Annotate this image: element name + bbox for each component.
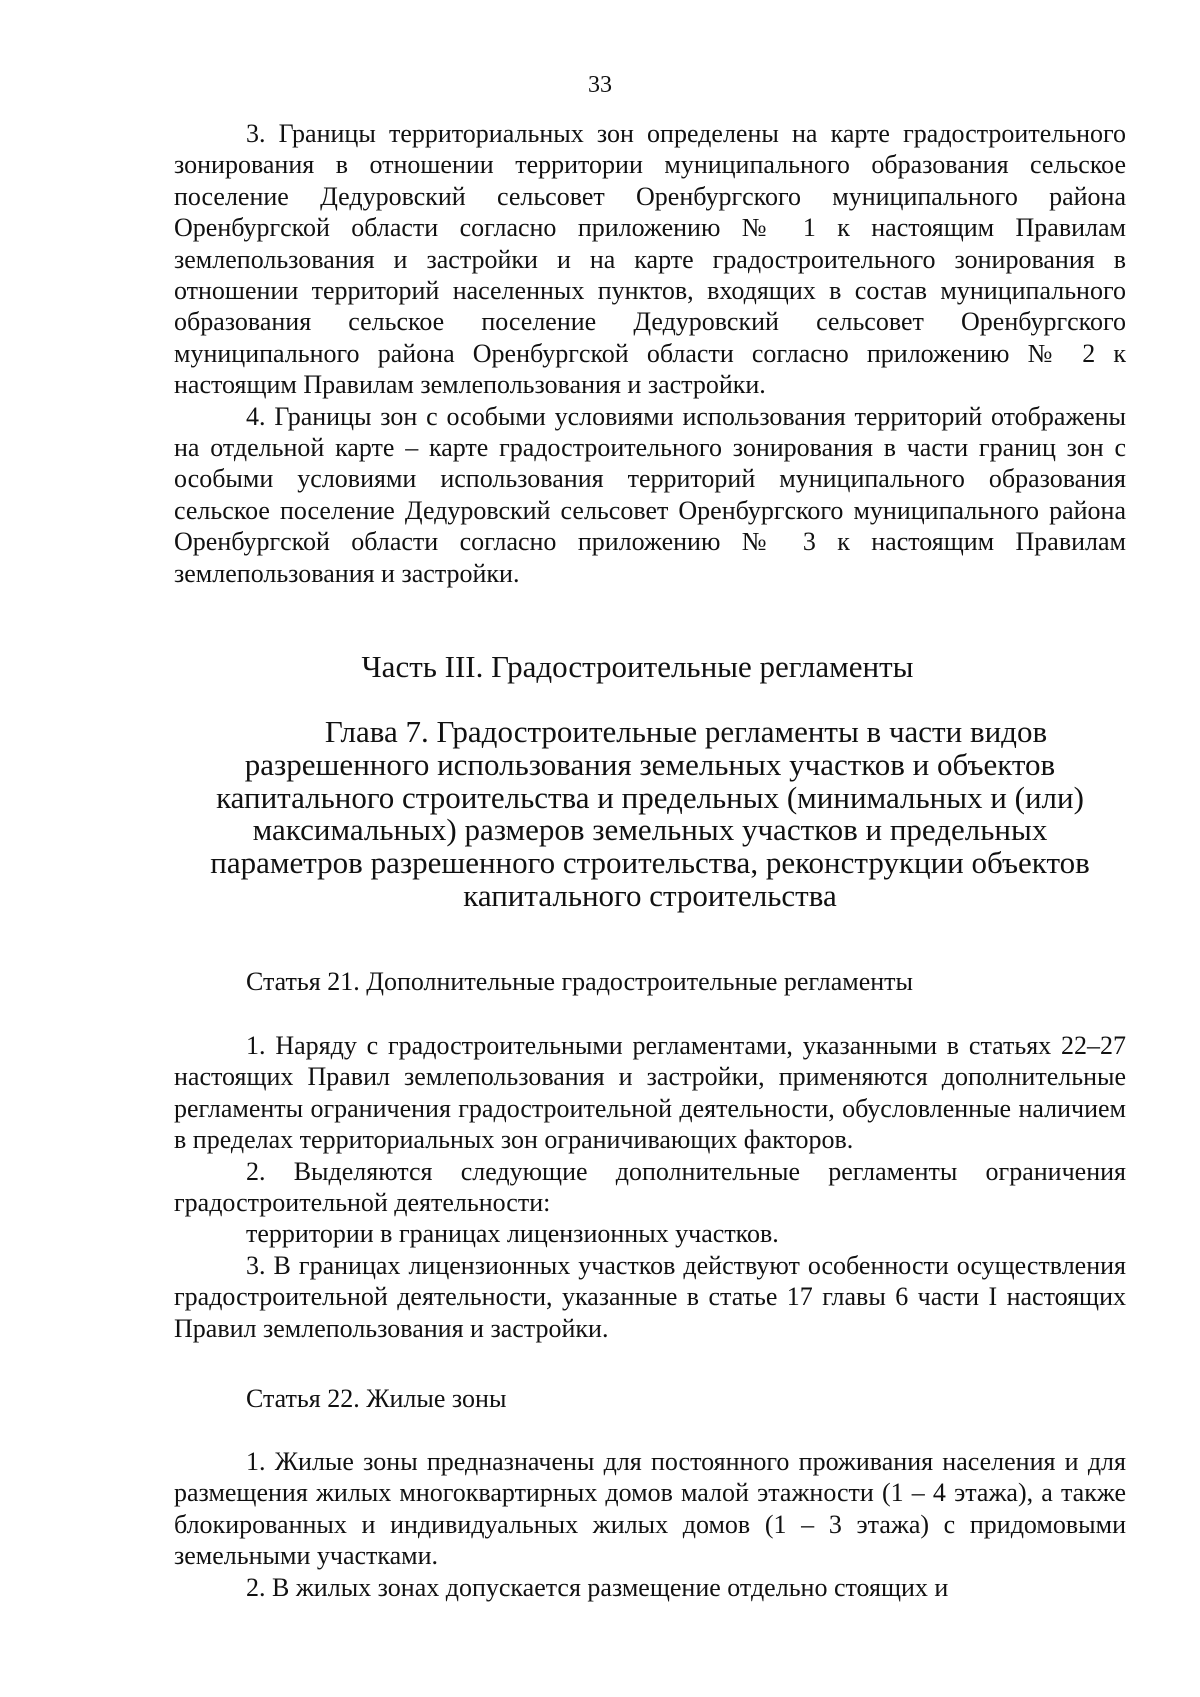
article-21-title: Статья 21. Дополнительные градостроительные регламенты [246, 967, 913, 996]
article-22-body [174, 1446, 1126, 1603]
article-21-list-item: территории в границах лицензионных участков. [246, 1219, 779, 1249]
chapter-heading: Глава 7. Градостроительные регламенты в части видов разрешенного использования земельных участков и объектов капитального строительства и предельных (минимальных и (или) максимальных) размеров земельных участков и предельных параметров разрешенного строительства, реконструкции объектов капитального строительства [210, 714, 1090, 913]
paragraph-borders-zones: 3. Границы территориальных зон определены на карте градостроительного зонирования в отношении территории муниципального образования сельское поселение Дедуровский сельсовет Оренбургского муниципального района Оренбургской области согласно приложению № 1 к настоящим Правилам землепользования и застройки и на карте градостроительного зонирования в отношении территорий населенных пунктов, входящих в состав муниципального образования сельское поселение Дедуровский сельсовет Оренбургского муниципального района Оренбургской области согласно приложению № 2 к настоящим Правилам землепользования и застройки. [174, 119, 1126, 400]
article-22-paragraph-1: 1. Жилые зоны предназначены для постоянного проживания населения и для размещения жилых многоквартирных домов малой этажности (1 – 4 этажа), а также блокированных и индивидуальных жилых домов (1 – 3 этажа) с придомовыми земельными участками. [174, 1447, 1126, 1571]
article-21-body [174, 1030, 1126, 1344]
article-22-title: Статья 22. Жилые зоны [246, 1384, 507, 1413]
article-21-paragraph-1: 1. Наряду с градостроительными регламентами, указанными в статьях 22–27 настоящих Правил землепользования и застройки, применяются дополнительные регламенты ограничения градостроительной деятельности, обусловленные наличием в пределах территориальных зон ограничивающих факторов. [174, 1031, 1126, 1155]
paragraph-borders-special-zones: 4. Границы зон с особыми условиями использования территорий отображены на отдельной карте – карте градостроительного зонирования в части границ зон с особыми условиями использования территорий муниципального образования сельское поселение Дедуровский сельсовет Оренбургского муниципального района Оренбургской области согласно приложению № 3 к настоящим Правилам землепользования и застройки. [174, 401, 1126, 588]
page-number: 33 [588, 72, 612, 98]
article-21-paragraph-2: 2. Выделяются следующие дополнительные регламенты ограничения градостроительной деятельности: [174, 1156, 1126, 1218]
section-top [174, 118, 1126, 589]
article-22-paragraph-2: 2. В жилых зонах допускается размещение отдельно стоящих и [246, 1572, 949, 1602]
article-21-paragraph-3: 3. В границах лицензионных участков действуют особенности осуществления градостроительной деятельности, указанные в статье 17 главы 6 части I настоящих Правил землепользования и застройки. [174, 1250, 1126, 1343]
part-heading: Часть III. Градостроительные регламенты [361, 649, 914, 684]
